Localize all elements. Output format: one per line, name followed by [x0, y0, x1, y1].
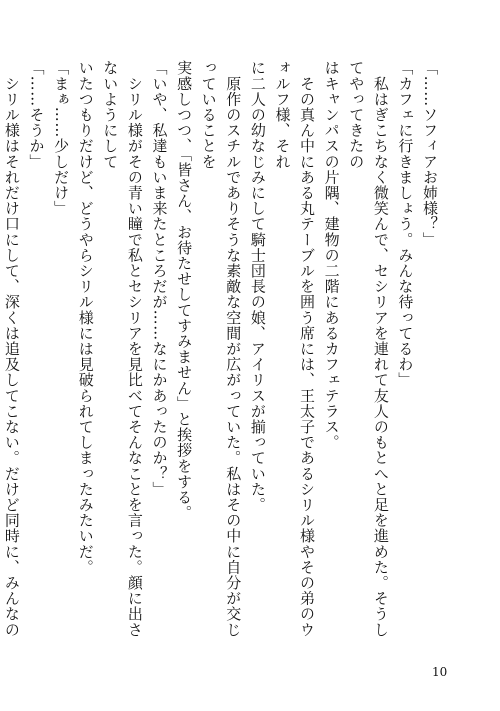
text-line-8: 実感しつつ、「皆さん、お待たせしてすみません」と挨拶をする。 — [175, 60, 194, 521]
text-line-5: その真ん中にある丸テーブルを囲う席には、王太子であるシリル様やその弟のウォルフ様、それ — [273, 60, 317, 638]
text-line-12: 「まぁ……少しだけ」 — [52, 60, 71, 216]
text-line-9: 「いや、私達もいま来たところだが……なにかあったのか？」 — [150, 60, 169, 497]
text-line-7: 原作のスチルでありそうな素敵な空間が広がっていた。私はその中に自分が交じっていることを — [199, 60, 243, 638]
text-line-3: 私はぎこちなく微笑んで、セシリアを連れて友人のもとへと足を進めた。そうしてやってきたの — [347, 60, 390, 638]
text-line-11: いたつもりだけど、どうやらシリル様には見破られてしまったみたいだ。 — [76, 60, 95, 575]
page-number: 10 — [432, 665, 448, 679]
text-line-13: 「……そうか」 — [27, 60, 46, 170]
vertical-text-body — [2, 60, 442, 640]
text-line-2: 「カフェに行きましょう。みんな待ってるわ」 — [396, 60, 415, 388]
text-line-10: シリル様がその青い瞳で私とセシリアを見比べてそんなことを言った。顔に出さないようにして — [101, 60, 144, 638]
text-line-1: 「……ソフィアお姉様？」 — [421, 60, 439, 248]
text-line-14: シリル様はそれだけ口にして、深くは追及してこない。だけど同時に、みんなの — [2, 75, 21, 638]
text-line-6: に二人の幼なじみにして騎士団長の娘、アイリスが揃っていた。 — [248, 60, 267, 513]
text-line-4: はキャンパスの片隅、建物の二階にあるカフェテラス。 — [322, 60, 341, 450]
